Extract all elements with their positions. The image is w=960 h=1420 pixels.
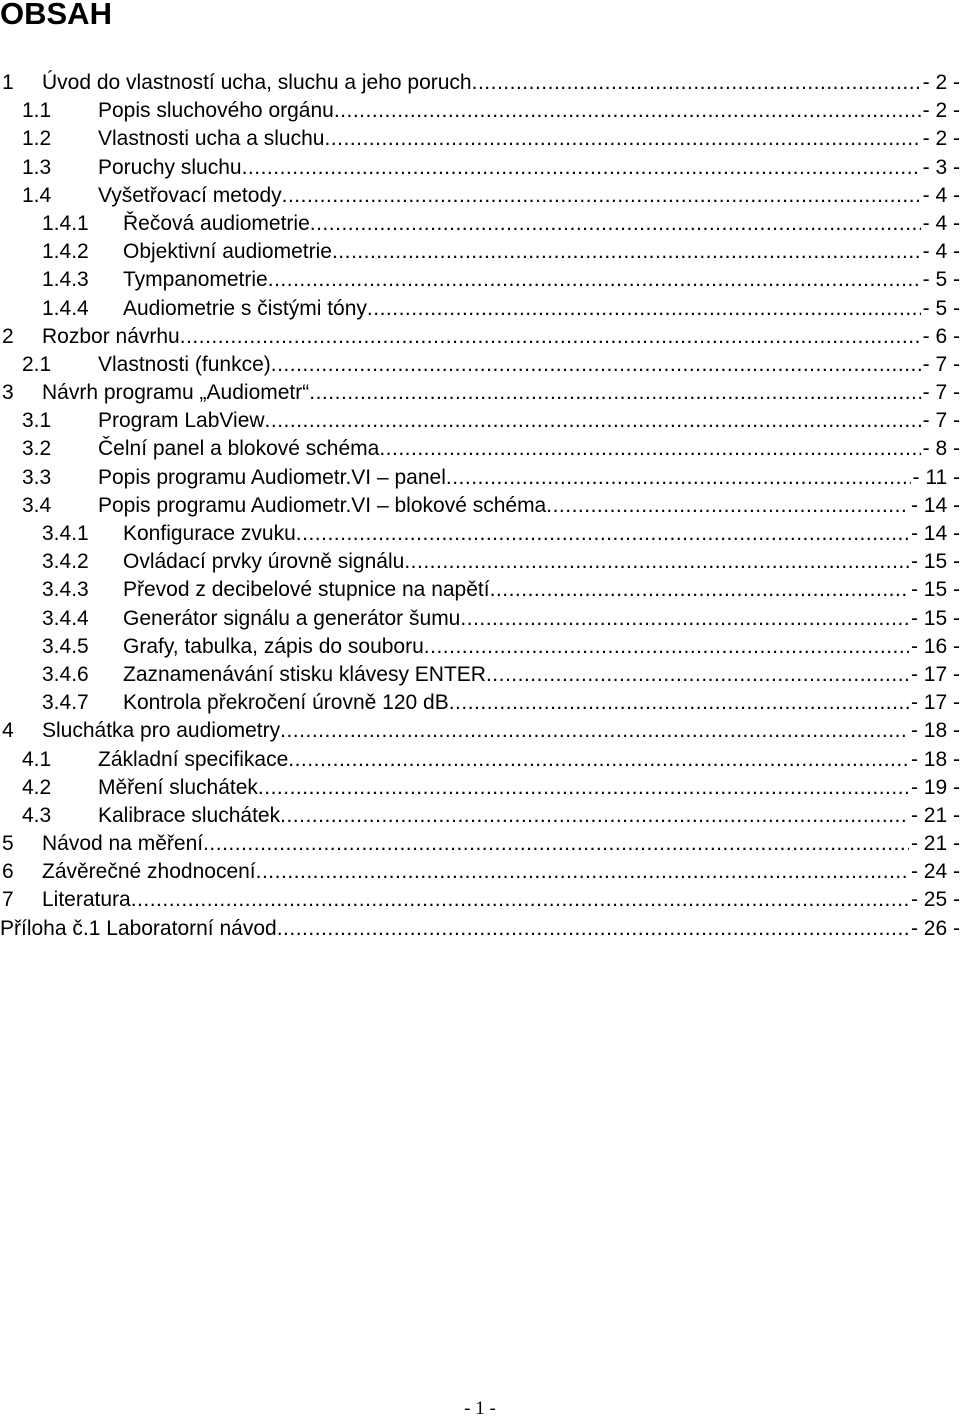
toc-entry-page: - 7 - xyxy=(922,381,960,405)
toc-entry[interactable] xyxy=(0,802,960,830)
toc-entry-page: - 15 - xyxy=(910,578,960,602)
toc-entry-title: Audiometrie s čistými tóny xyxy=(123,296,367,320)
toc-entry-page: - 14 - xyxy=(910,493,960,517)
toc-entry[interactable] xyxy=(0,548,960,576)
toc-entry[interactable] xyxy=(0,605,960,633)
toc-entry-number: 4 xyxy=(2,719,14,743)
toc-entry-title: Popis programu Audiometr.VI – blokové schéma xyxy=(98,493,547,517)
toc-entry[interactable] xyxy=(0,295,960,323)
toc-dot-leader xyxy=(379,435,920,463)
toc-entry-title: Návrh programu „Audiometr“ xyxy=(42,381,310,405)
toc-entry[interactable] xyxy=(0,689,960,717)
page-number: - 1 - xyxy=(464,1398,496,1419)
toc-entry[interactable] xyxy=(0,435,960,463)
toc-entry-title: Literatura xyxy=(42,888,131,912)
toc-entry-title: Příloha č.1 Laboratorní návod xyxy=(0,916,277,940)
toc-entry-page: - 6 - xyxy=(922,324,960,348)
toc-entry-title: Kontrola překročení úrovně 120 dB xyxy=(123,691,449,715)
toc-entry-number: 1.2 xyxy=(22,127,52,151)
toc-entry[interactable] xyxy=(0,746,960,774)
toc-dot-leader xyxy=(446,464,911,492)
toc-dot-leader xyxy=(490,576,909,604)
toc-entry-page: - 15 - xyxy=(910,550,960,574)
toc-dot-leader xyxy=(404,548,909,576)
toc-entry[interactable] xyxy=(0,520,960,548)
toc-entry[interactable] xyxy=(0,407,960,435)
toc-entry-number: 2.1 xyxy=(22,352,52,376)
toc-dot-leader xyxy=(546,492,909,520)
toc-entry-number: 1.4 xyxy=(22,183,52,207)
toc-entry-title: Čelní panel a blokové schéma xyxy=(98,437,380,461)
toc-entry[interactable] xyxy=(0,576,960,604)
toc-dot-leader xyxy=(472,69,921,97)
toc-dot-leader xyxy=(277,915,909,943)
toc-entry[interactable] xyxy=(0,238,960,266)
toc-entry-number: 2 xyxy=(2,324,14,348)
toc-entry-number: 3.4.3 xyxy=(42,578,89,602)
toc-entry-title: Kalibrace sluchátek xyxy=(98,803,281,827)
toc-entry-title: Generátor signálu a generátor šumu xyxy=(123,606,461,630)
toc-entry-page: - 25 - xyxy=(910,888,960,912)
toc-dot-leader xyxy=(203,830,909,858)
toc-entry[interactable] xyxy=(0,717,960,745)
toc-entry-number: 6 xyxy=(2,860,14,884)
toc-entry-title: Řečová audiometrie xyxy=(123,211,310,235)
toc-entry-page: - 7 - xyxy=(922,409,960,433)
toc-entry-page: - 5 - xyxy=(922,296,960,320)
toc-entry-number: 5 xyxy=(2,832,14,856)
toc-entry[interactable] xyxy=(0,154,960,182)
toc-entry-title: Závěrečné zhodnocení xyxy=(42,860,256,884)
toc-entry-page: - 5 - xyxy=(922,268,960,292)
toc-entry-number: 3 xyxy=(2,381,14,405)
toc-entry-number: 7 xyxy=(2,888,14,912)
toc-dot-leader xyxy=(265,407,921,435)
toc-dot-leader xyxy=(460,605,909,633)
toc-entry[interactable] xyxy=(0,858,960,886)
toc-entry-page: - 21 - xyxy=(910,832,960,856)
toc-entry-page: - 24 - xyxy=(910,860,960,884)
toc-dot-leader xyxy=(131,886,909,914)
toc-entry-title: Úvod do vlastností ucha, sluchu a jeho poruch xyxy=(42,71,472,94)
toc-entry-number: 1.4.3 xyxy=(42,268,89,292)
toc-entry-title: Rozbor návrhu xyxy=(42,324,180,348)
toc-entry-page: - 21 - xyxy=(910,803,960,827)
toc-entry-number: 1.1 xyxy=(22,99,52,123)
toc-dot-leader xyxy=(271,351,921,379)
toc-entry[interactable] xyxy=(0,633,960,661)
toc-entry-number: 3.4.1 xyxy=(42,522,89,545)
toc-entry-number: 1.4.4 xyxy=(42,296,89,320)
toc-entry-title: Popis sluchového orgánu xyxy=(98,99,334,123)
toc-dot-leader xyxy=(332,238,921,266)
toc-dot-leader xyxy=(367,295,921,323)
toc-dot-leader xyxy=(280,717,909,745)
toc-dot-leader xyxy=(424,633,909,661)
table-of-contents xyxy=(0,69,960,943)
toc-entry-number: 4.2 xyxy=(22,775,52,799)
toc-dot-leader xyxy=(282,182,921,210)
toc-entry-title: Sluchátka pro audiometry xyxy=(42,719,281,743)
toc-entry-page: - 15 - xyxy=(910,606,960,630)
toc-entry-title: Popis programu Audiometr.VI – panel xyxy=(98,465,446,489)
toc-entry-number: 3.4.4 xyxy=(42,606,89,630)
toc-entry-page: - 17 - xyxy=(910,662,960,686)
toc-entry-title: Vlastnosti (funkce) xyxy=(98,352,271,376)
toc-dot-leader xyxy=(449,689,909,717)
toc-entry[interactable] xyxy=(0,774,960,802)
toc-entry-page: - 19 - xyxy=(910,775,960,799)
toc-entry-number: 1.4.1 xyxy=(42,211,89,235)
toc-entry-page: - 4 - xyxy=(922,240,960,264)
toc-entry-title: Zaznamenávání stisku klávesy ENTER xyxy=(123,662,486,686)
toc-entry[interactable] xyxy=(0,661,960,689)
toc-entry-page: - 14 - xyxy=(910,522,960,545)
toc-entry[interactable] xyxy=(0,97,960,125)
toc-dot-leader xyxy=(334,97,921,125)
toc-entry-page: - 4 - xyxy=(922,183,960,207)
toc-entry[interactable] xyxy=(0,886,960,914)
toc-dot-leader xyxy=(256,858,909,886)
toc-entry-title: Grafy, tabulka, zápis do souboru xyxy=(123,634,424,658)
toc-entry-page: - 2 - xyxy=(922,99,960,123)
toc-entry-number: 3.4.7 xyxy=(42,691,89,715)
toc-dot-leader xyxy=(486,661,909,689)
toc-entry-title: Vlastnosti ucha a sluchu xyxy=(98,127,325,151)
toc-entry-title: Tympanometrie xyxy=(123,268,268,292)
toc-entry-number: 4.3 xyxy=(22,803,52,827)
toc-entry[interactable] xyxy=(0,210,960,238)
toc-entry[interactable] xyxy=(0,125,960,153)
toc-entry-page: - 7 - xyxy=(922,352,960,376)
toc-entry[interactable] xyxy=(0,323,960,351)
page-title: OBSAH xyxy=(0,0,112,31)
toc-entry-title: Vyšetřovací metody xyxy=(98,183,282,207)
toc-entry-page: - 16 - xyxy=(910,634,960,658)
toc-entry-number: 3.4.5 xyxy=(42,634,89,658)
toc-entry-page: - 8 - xyxy=(922,437,960,461)
toc-entry-number: 4.1 xyxy=(22,747,52,771)
toc-entry[interactable] xyxy=(0,351,960,379)
toc-dot-leader xyxy=(324,125,920,153)
toc-entry-page: - 3 - xyxy=(922,155,960,179)
toc-entry[interactable] xyxy=(0,492,960,520)
toc-dot-leader xyxy=(268,266,921,294)
toc-entry[interactable] xyxy=(0,69,960,97)
toc-entry-number: 3.1 xyxy=(22,409,52,433)
toc-entry-page: - 4 - xyxy=(922,211,960,235)
toc-dot-leader xyxy=(180,323,921,351)
toc-entry-page: - 2 - xyxy=(922,127,960,151)
toc-entry-title: Návod na měření xyxy=(42,832,204,856)
toc-entry[interactable] xyxy=(0,182,960,210)
toc-entry-title: Základní specifikace xyxy=(98,747,289,771)
toc-entry-title: Program LabView xyxy=(98,409,265,433)
toc-dot-leader xyxy=(309,379,920,407)
toc-entry-number: 3.4 xyxy=(22,493,52,517)
toc-entry-title: Převod z decibelové stupnice na napětí xyxy=(123,578,490,602)
toc-entry-number: 1 xyxy=(2,71,14,94)
toc-dot-leader xyxy=(288,746,909,774)
toc-entry-page: - 18 - xyxy=(910,747,960,771)
toc-entry-number: 3.4.6 xyxy=(42,662,89,686)
toc-entry-page: - 2 - xyxy=(922,71,960,94)
toc-entry-page: - 18 - xyxy=(910,719,960,743)
toc-entry[interactable] xyxy=(0,830,960,858)
toc-entry-title: Měření sluchátek xyxy=(98,775,258,799)
toc-entry-page: - 26 - xyxy=(910,916,960,940)
toc-dot-leader xyxy=(296,520,909,548)
toc-entry[interactable] xyxy=(0,915,960,943)
toc-entry[interactable] xyxy=(0,379,960,407)
toc-dot-leader xyxy=(242,154,921,182)
toc-entry[interactable] xyxy=(0,266,960,294)
toc-entry-number: 3.4.2 xyxy=(42,550,89,574)
toc-entry-page: - 11 - xyxy=(912,465,960,489)
toc-entry-title: Objektivní audiometrie xyxy=(123,240,332,264)
toc-entry-title: Ovládací prvky úrovně signálu xyxy=(123,550,405,574)
toc-entry-number: 3.3 xyxy=(22,465,52,489)
toc-entry[interactable] xyxy=(0,464,960,492)
toc-entry-title: Poruchy sluchu xyxy=(98,155,242,179)
toc-entry-number: 1.3 xyxy=(22,155,52,179)
toc-dot-leader xyxy=(280,802,909,830)
toc-entry-number: 1.4.2 xyxy=(42,240,89,264)
toc-entry-title: Konfigurace zvuku xyxy=(123,522,296,545)
toc-dot-leader xyxy=(258,774,909,802)
toc-entry-page: - 17 - xyxy=(910,691,960,715)
toc-entry-number: 3.2 xyxy=(22,437,52,461)
toc-dot-leader xyxy=(310,210,921,238)
